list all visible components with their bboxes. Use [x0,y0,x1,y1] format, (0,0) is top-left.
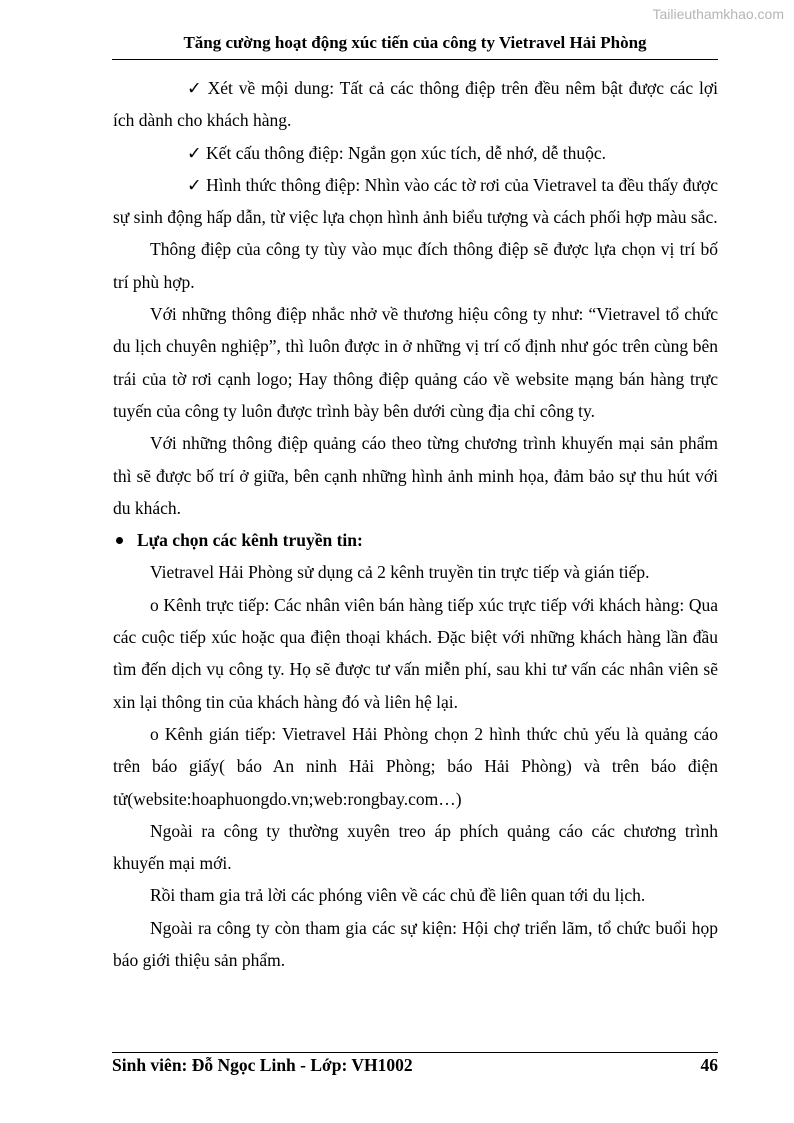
paragraph-form-check [113,169,718,234]
page-footer [112,1055,718,1076]
paragraph-text: Hình thức thông điệp: Nhìn vào các tờ rơi của Vietravel ta đều thấy được sự sinh động hấp dẫn, từ việc lựa chọn hình ảnh biểu tượng và cách phối hợp màu sắc. [113,174,719,228]
paragraph: Với những thông điệp nhắc nhở về thương hiệu công ty như: “Vietravel tổ chức du lịch chuyên nghiệp”, thì luôn được in ở những vị trí cố định như góc trên cùng bên trái của tờ rơi cạnh logo; Hay thông điệp quảng cáo về website mạng bán hàng trực tuyến của công ty luôn được trình bày bên dưới cùng địa chỉ công ty. [113,304,718,421]
paragraph: Với những thông điệp quảng cáo theo từng chương trình khuyến mại sản phẩm thì sẽ được bố trí ở giữa, bên cạnh những hình ảnh minh họa, đảm bảo sự thu hút với du khách. [113,433,718,518]
paragraph: Ngoài ra công ty thường xuyên treo áp phích quảng cáo các chương trình khuyến mại mới. [113,820,718,874]
bullet-icon [116,537,123,544]
check-icon: ✓ [187,174,202,195]
paragraph-indirect-channel: o Kênh gián tiếp: Vietravel Hải Phòng chọn 2 hình thức chủ yếu là quảng cáo trên báo giấy( báo An ninh Hải Phòng; báo Hải Phòng) và trên báo điện tử(website:hoaphuongdo.vn;web:rongbay.com…) [113,723,718,809]
paragraph: Vietravel Hải Phòng sử dụng cả 2 kênh truyền tin trực tiếp và gián tiếp. [150,562,650,583]
check-icon: ✓ [187,78,202,98]
paragraph-text: Xét về mội dung: Tất cả các thông điệp trên đều nêm bật được các lợi ích dành cho khách hàng. [113,78,718,131]
paragraph: Ngoài ra công ty còn tham gia các sự kiện: Hội chợ triển lãm, tổ chức buổi họp báo giới thiệu sản phẩm. [113,917,718,971]
document-body [113,72,718,976]
footer-student-info: Sinh viên: Đỗ Ngọc Linh - Lớp: VH1002 [112,1055,413,1075]
check-icon: ✓ [187,142,202,163]
paragraph-content-check [113,72,718,137]
header-divider [112,59,718,60]
section-heading [113,524,718,556]
footer-divider [112,1052,718,1053]
paragraph-structure-check [113,137,718,169]
watermark: Tailieuthamkhao.com [652,6,784,22]
page-number: 46 [700,1055,718,1075]
section-heading-text: Lựa chọn các kênh truyền tin: [137,530,363,551]
page-header-title: Tăng cường hoạt động xúc tiến của công ty Vietravel Hải Phòng [183,33,647,52]
paragraph: Rồi tham gia trả lời các phóng viên về các chủ đề liên quan tới du lịch. [150,885,646,906]
paragraph: Thông điệp của công ty tùy vào mục đích thông điệp sẽ được lựa chọn vị trí bố trí phù hợp. [113,239,718,292]
paragraph-text: Kết cấu thông điệp: Ngắn gọn xúc tích, dễ nhớ, dễ thuộc. [206,142,607,163]
paragraph-direct-channel: o Kênh trực tiếp: Các nhân viên bán hàng tiếp xúc trực tiếp với khách hàng: Qua các cuộc tiếp xúc hoặc qua điện thoại khách. Đặc biệt với những khách hàng lần đầu tìm đến dịch vụ công ty. Họ sẽ được tư vấn miễn phí, sau khi tư vấn các nhân viên sẽ xin lại thông tin của khách hàng đó và liên hệ lại. [113,594,718,712]
